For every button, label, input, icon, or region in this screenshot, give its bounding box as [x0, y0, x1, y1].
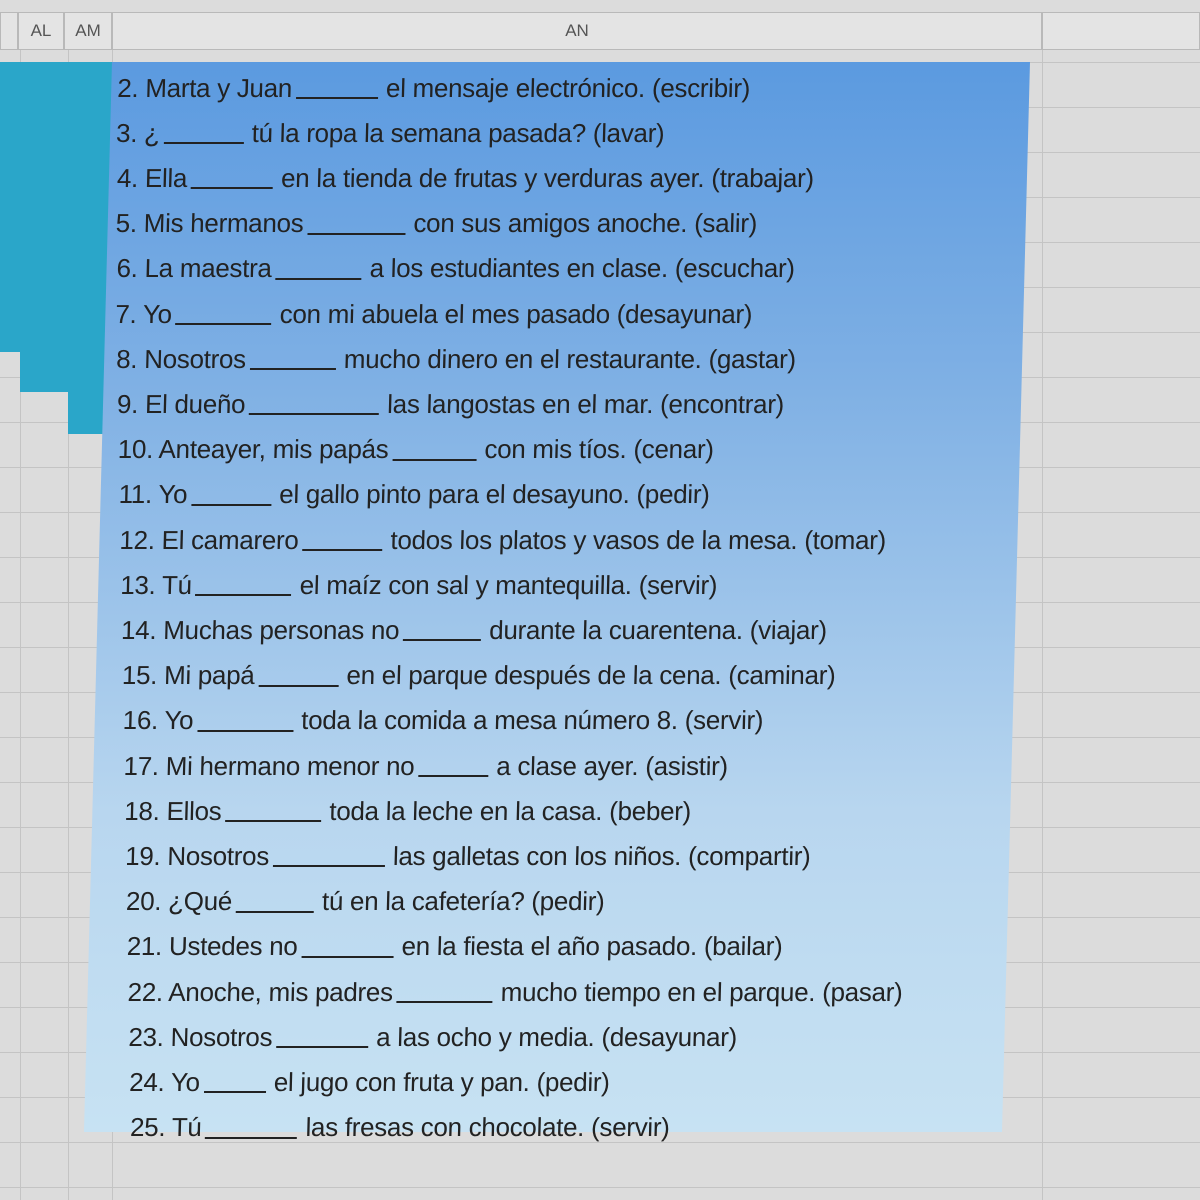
highlighted-cells-am[interactable]: [20, 62, 68, 392]
answer-blank: [403, 619, 482, 641]
item-prompt: 6. La maestra: [116, 253, 273, 284]
worksheet-item: [94, 699, 1013, 743]
item-prompt: 3. ¿: [115, 117, 161, 148]
item-prompt: 5. Mis hermanos: [115, 208, 304, 239]
worksheet-item: [86, 1015, 1005, 1059]
worksheet-item: [105, 292, 1024, 336]
worksheet-item: [108, 156, 1027, 200]
answer-blank: [275, 258, 362, 280]
worksheet-item: [104, 337, 1023, 381]
item-prompt: 14. Muchas personas no: [120, 614, 400, 645]
item-prompt: 24. Yo: [128, 1066, 201, 1097]
item-continuation: con sus amigos anoche. (salir): [413, 208, 758, 239]
item-prompt: 13. Tú: [119, 569, 193, 600]
item-continuation: el maíz con sal y mantequilla. (servir): [299, 569, 718, 600]
item-prompt: 17. Mi hermano menor no: [123, 750, 415, 781]
item-continuation: todos los platos y vasos de la mesa. (tomar): [390, 524, 887, 555]
item-continuation: en la tienda de frutas y verduras ayer. (trabajar): [280, 162, 815, 193]
worksheet-item: [100, 473, 1019, 517]
item-continuation: con mi abuela el mes pasado (desayunar): [279, 298, 753, 329]
item-continuation: con mis tíos. (cenar): [484, 434, 715, 465]
item-continuation: las fresas con chocolate. (servir): [305, 1112, 671, 1143]
item-prompt: 8. Nosotros: [115, 343, 247, 374]
worksheet-item: [98, 563, 1017, 607]
item-prompt: 12. El camarero: [119, 524, 299, 555]
worksheet-item: [97, 608, 1016, 652]
highlighted-cells-al[interactable]: [0, 62, 20, 352]
item-prompt: 18. Ellos: [124, 795, 222, 826]
answer-blank: [225, 800, 322, 822]
answer-blank: [396, 981, 493, 1003]
answer-blank: [236, 891, 315, 913]
worksheet-item: [91, 834, 1010, 878]
column-header-am[interactable]: AM: [64, 12, 112, 50]
worksheet-item: [93, 744, 1012, 788]
worksheet-item: [110, 111, 1029, 155]
item-prompt: 22. Anoche, mis padres: [127, 976, 394, 1007]
item-continuation: a clase ayer. (asistir): [495, 750, 729, 781]
answer-blank: [301, 936, 394, 958]
answer-blank: [276, 1026, 369, 1048]
worksheet-item: [106, 247, 1025, 291]
worksheet-item: [87, 970, 1006, 1014]
item-continuation: tú la ropa la semana pasada? (lavar): [251, 117, 665, 148]
worksheet-item: [99, 518, 1018, 562]
answer-blank: [250, 348, 337, 370]
answer-blank: [296, 77, 379, 99]
column-header-al[interactable]: AL: [18, 12, 64, 50]
item-prompt: 20. ¿Qué: [125, 886, 233, 917]
item-continuation: a los estudiantes en clase. (escuchar): [369, 253, 796, 284]
item-continuation: durante la cuarentena. (viajar): [488, 614, 828, 645]
worksheet-image: [84, 62, 1030, 1143]
item-prompt: 10. Anteayer, mis papás: [117, 434, 389, 465]
worksheet-item: [95, 654, 1014, 698]
item-continuation: mucho dinero en el restaurante. (gastar): [343, 343, 797, 374]
worksheet-item: [101, 428, 1020, 472]
worksheet-item: [102, 382, 1021, 426]
item-continuation: el mensaje electrónico. (escribir): [385, 72, 751, 103]
item-continuation: en el parque después de la cena. (caminar): [346, 660, 836, 691]
worksheet-item: [92, 789, 1011, 833]
item-prompt: 15. Mi papá: [121, 660, 255, 691]
item-prompt: 16. Yo: [122, 705, 194, 736]
item-prompt: 19. Nosotros: [124, 840, 270, 871]
item-continuation: el jugo con fruta y pan. (pedir): [273, 1066, 611, 1097]
worksheet-item: [107, 202, 1026, 246]
column-header-next[interactable]: [1042, 12, 1200, 50]
item-prompt: 9. El dueño: [116, 388, 246, 419]
item-continuation: a las ocho y media. (desayunar): [375, 1021, 738, 1052]
answer-blank: [175, 303, 272, 325]
item-continuation: mucho tiempo en el parque. (pasar): [500, 976, 903, 1007]
answer-blank: [204, 1071, 267, 1093]
item-prompt: 23. Nosotros: [128, 1021, 273, 1052]
answer-blank: [418, 755, 489, 777]
item-continuation: toda la leche en la casa. (beber): [329, 795, 692, 826]
answer-blank: [191, 484, 272, 506]
answer-blank: [392, 439, 477, 461]
column-header-an[interactable]: AN: [112, 12, 1042, 50]
answer-blank: [191, 167, 274, 189]
worksheet-item: [84, 1106, 1003, 1150]
prev-column-header[interactable]: [0, 12, 18, 50]
worksheet-item: [111, 66, 1030, 110]
item-prompt: 4. Ella: [116, 162, 188, 193]
item-continuation: toda la comida a mesa número 8. (servir): [300, 705, 764, 736]
answer-blank: [258, 665, 339, 687]
worksheet-item: [89, 880, 1008, 924]
item-continuation: las galletas con los niños. (compartir): [392, 840, 811, 871]
worksheet-item: [88, 925, 1007, 969]
item-continuation: en la fiesta el año pasado. (bailar): [401, 931, 783, 962]
item-prompt: 11. Yo: [118, 479, 188, 510]
answer-blank: [273, 845, 386, 867]
answer-blank: [302, 529, 383, 551]
item-continuation: tú en la cafetería? (pedir): [321, 886, 605, 917]
answer-blank: [307, 213, 406, 235]
item-prompt: 21. Ustedes no: [126, 931, 298, 962]
answer-blank: [197, 710, 294, 732]
answer-blank: [163, 122, 244, 144]
item-continuation: el gallo pinto para el desayuno. (pedir): [278, 479, 710, 510]
worksheet-item: [85, 1060, 1004, 1104]
item-prompt: 25. Tú: [129, 1112, 202, 1143]
answer-blank: [205, 1117, 298, 1139]
answer-blank: [195, 574, 292, 596]
item-continuation: las langostas en el mar. (encontrar): [386, 388, 785, 419]
item-prompt: 7. Yo: [115, 298, 173, 329]
answer-blank: [249, 393, 380, 415]
grid-line: [0, 1187, 1200, 1188]
item-prompt: 2. Marta y Juan: [116, 72, 293, 103]
